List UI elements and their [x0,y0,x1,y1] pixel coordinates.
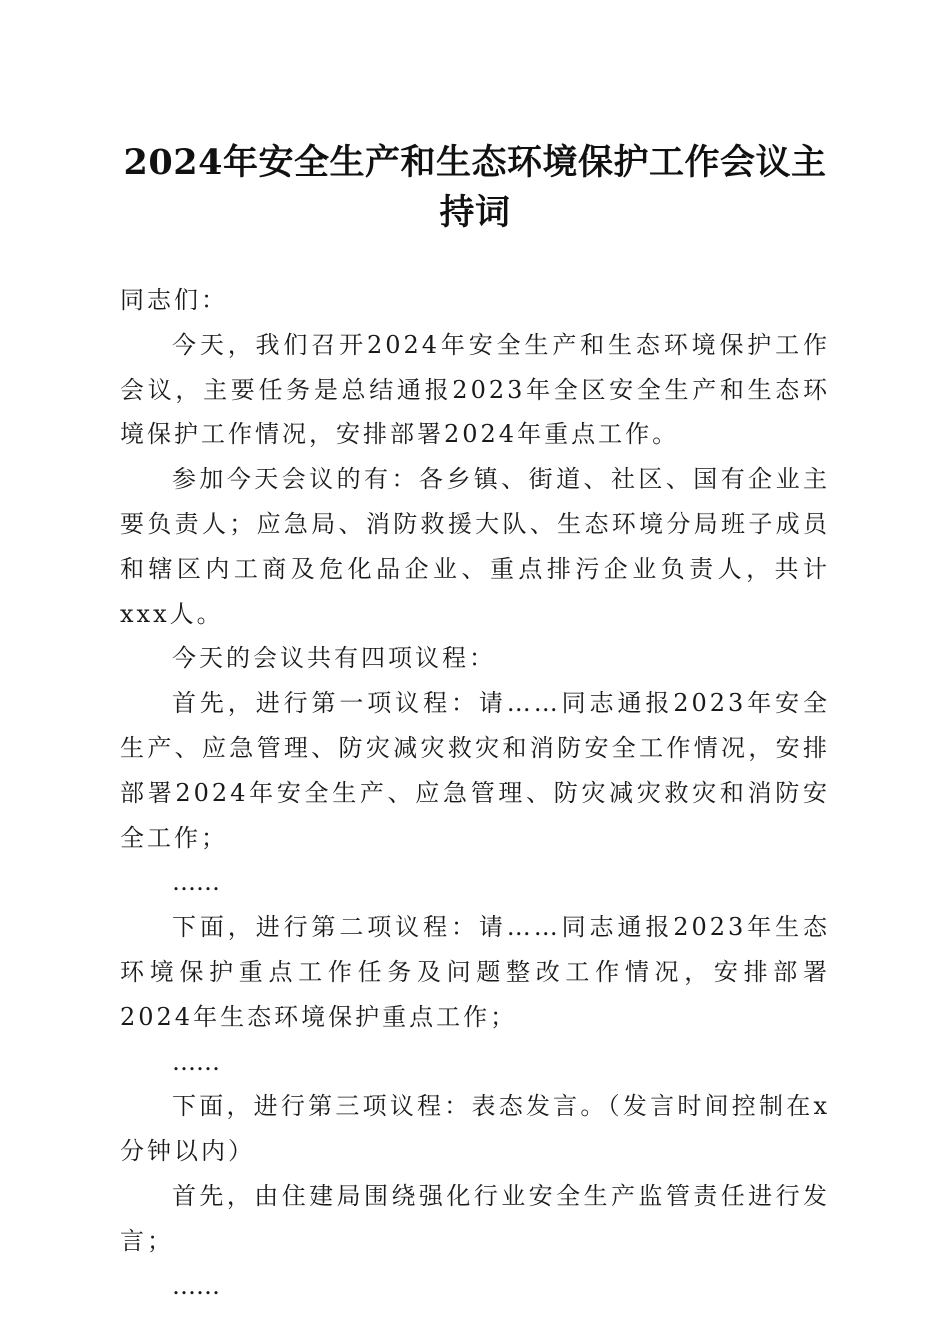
paragraph-agenda-intro: 今天的会议共有四项议程： [172,644,496,673]
paragraph-agenda-item-1: 首先，进行第一项议程：请……同志通报2023年安全生产、应急管理、防灾减灾救灾和消防安全工作情况，安排部署2024年安全生产、应急管理、防灾减灾救灾和消防安全工作； [120,689,830,852]
ellipsis-1: …… [172,868,220,897]
ellipsis-2: …… [172,1047,220,1076]
paragraph-agenda-item-3: 下面，进行第三项议程：表态发言。（发言时间控制在x分钟以内） [120,1092,830,1166]
paragraph-attendees: 参加今天会议的有：各乡镇、街道、社区、国有企业主要负责人；应急局、消防救援大队、生态环境分局班子成员和辖区内工商及危化品企业、重点排污企业负责人，共计xxx人。 [120,465,830,628]
paragraph-first-speaker: 首先，由住建局围绕强化行业安全生产监管责任进行发言； [120,1181,830,1255]
document-body [120,278,830,1308]
paragraph-agenda-item-2: 下面，进行第二项议程：请……同志通报2023年生态环境保护重点工作任务及问题整改工作情况，安排部署2024年生态环境保护重点工作； [120,913,830,1031]
ellipsis-3: …… [172,1271,220,1300]
document-title: 2024年安全生产和生态环境保护工作会议主持词 [123,142,827,233]
paragraph-opening: 今天，我们召开2024年安全生产和生态环境保护工作会议，主要任务是总结通报2023年全区安全生产和生态环境保护工作情况，安排部署2024年重点工作。 [120,330,830,449]
salutation: 同志们： [120,286,228,314]
